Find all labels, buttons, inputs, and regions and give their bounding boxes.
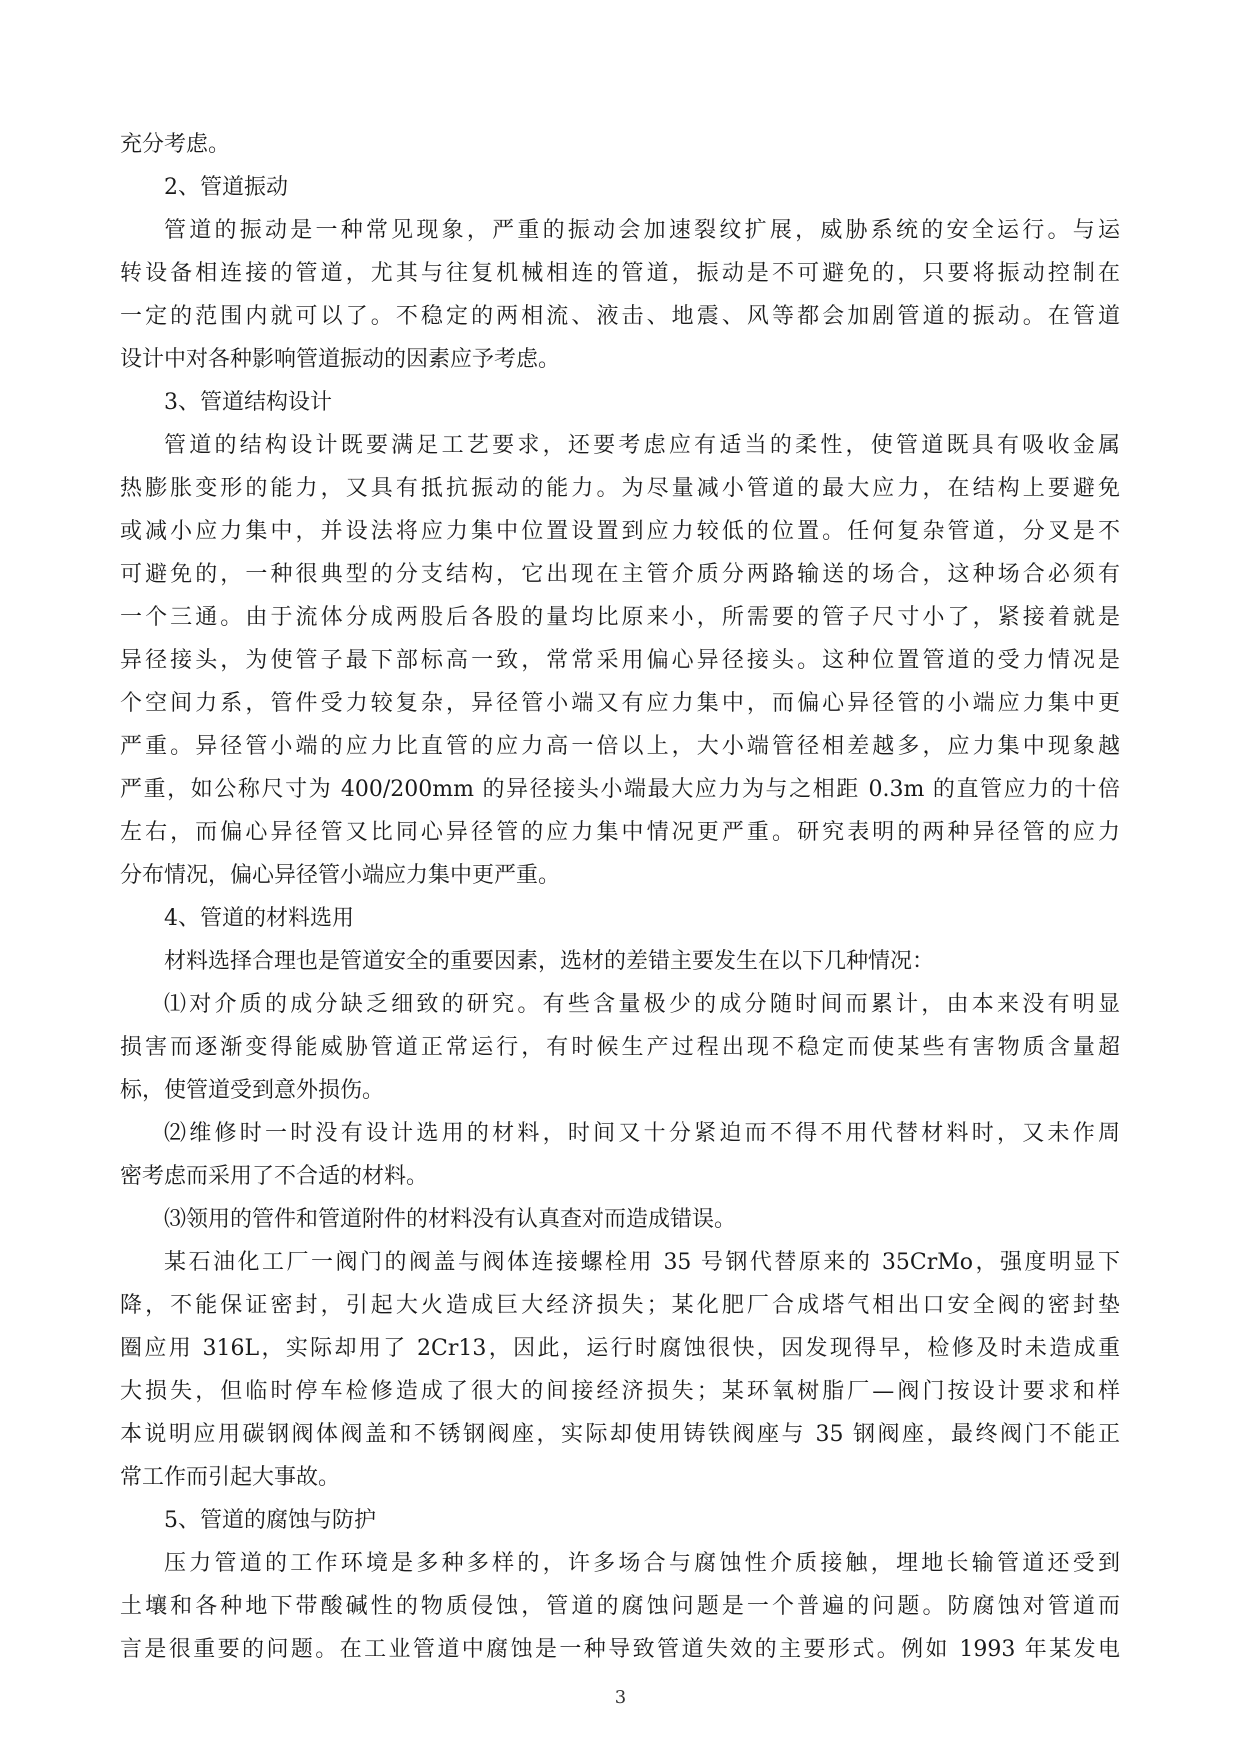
paragraph-line: 材料选择合理也是管道安全的重要因素，选材的差错主要发生在以下几种情况： <box>164 949 935 974</box>
paragraph-line: 一定的范围内就可以了。不稳定的两相流、液击、地震、风等都会加剧管道的振动。在管道 <box>120 304 1120 329</box>
paragraph-line: 个空间力系，管件受力较复杂，异径管小端又有应力集中，而偏心异径管的小端应力集中更 <box>120 691 1120 716</box>
paragraph-line: 异径接头，为使管子最下部标高一致，常常采用偏心异径接头。这种位置管道的受力情况是 <box>120 648 1120 673</box>
list-item-line: ⑵维修时一时没有设计选用的材料，时间又十分紧迫而不得不用代替材料时，又未作周 <box>164 1121 1120 1146</box>
document-body <box>120 123 1120 1671</box>
paragraph-line: 转设备相连接的管道，尤其与往复机械相连的管道，振动是不可避免的，只要将振动控制在 <box>120 261 1120 286</box>
list-item-end-line: 密考虑而采用了不合适的材料。 <box>120 1164 429 1189</box>
paragraph-line: 或减小应力集中，并设法将应力集中位置设置到应力较低的位置。任何复杂管道，分叉是不 <box>120 519 1120 544</box>
paragraph-line: 圈应用 316L，实际却用了 2Cr13，因此，运行时腐蚀很快，因发现得早，检修及时未造成重 <box>120 1336 1120 1361</box>
paragraph-line: 言是很重要的问题。在工业管道中腐蚀是一种导致管道失效的主要形式。例如 1993 年某发电 <box>120 1637 1120 1662</box>
list-item-end-line: 标，使管道受到意外损伤。 <box>120 1078 385 1103</box>
list-item-line: 损害而逐渐变得能威胁管道正常运行，有时候生产过程出现不稳定而使某些有害物质含量超 <box>120 1035 1120 1060</box>
paragraph-line: 压力管道的工作环境是多种多样的，许多场合与腐蚀性介质接触，埋地长输管道还受到 <box>164 1551 1120 1576</box>
paragraph-line: 可避免的，一种很典型的分支结构，它出现在主管介质分两路输送的场合，这种场合必须有 <box>120 562 1120 587</box>
paragraph-end-line: 常工作而引起大事故。 <box>120 1465 341 1490</box>
paragraph-line: 本说明应用碳钢阀体阀盖和不锈钢阀座，实际却使用铸铁阀座与 35 钢阀座，最终阀门不能正 <box>120 1422 1120 1447</box>
section-heading-structure: 3、管道结构设计 <box>164 390 332 415</box>
section-heading-materials: 4、管道的材料选用 <box>164 906 354 931</box>
paragraph-line: 大损失，但临时停车检修造成了很大的间接经济损失；某环氧树脂厂—阀门按设计要求和样 <box>120 1379 1120 1404</box>
section-heading-corrosion: 5、管道的腐蚀与防护 <box>164 1508 376 1533</box>
paragraph-line: 严重，如公称尺寸为 400/200mm 的异径接头小端最大应力为与之相距 0.3m 的直管应力的十倍 <box>120 777 1120 802</box>
page-number: 3 <box>614 1687 627 1708</box>
paragraph-line: 严重。异径管小端的应力比直管的应力高一倍以上，大小端管径相差越多，应力集中现象越 <box>120 734 1120 759</box>
paragraph-end-line: 设计中对各种影响管道振动的因素应予考虑。 <box>120 347 561 372</box>
paragraph-line: 热膨胀变形的能力，又具有抵抗振动的能力。为尽量减小管道的最大应力，在结构上要避免 <box>120 476 1120 501</box>
paragraph-line: 某石油化工厂一阀门的阀盖与阀体连接螺栓用 35 号钢代替原来的 35CrMo，强度明显下 <box>164 1250 1120 1275</box>
paragraph-line: 一个三通。由于流体分成两股后各股的量均比原来小，所需要的管子尺寸小了，紧接着就是 <box>120 605 1120 630</box>
list-item-line: ⑶领用的管件和管道附件的材料没有认真查对而造成错误。 <box>164 1207 737 1232</box>
list-item-line: ⑴对介质的成分缺乏细致的研究。有些含量极少的成分随时间而累计，由本来没有明显 <box>164 992 1120 1017</box>
paragraph-end-line: 分布情况，偏心异径管小端应力集中更严重。 <box>120 863 561 888</box>
paragraph-end-line: 充分考虑。 <box>120 132 231 157</box>
paragraph-line: 土壤和各种地下带酸碱性的物质侵蚀，管道的腐蚀问题是一个普遍的问题。防腐蚀对管道而 <box>120 1594 1120 1619</box>
paragraph-line: 左右，而偏心异径管又比同心异径管的应力集中情况更严重。研究表明的两种异径管的应力 <box>120 820 1120 845</box>
section-heading-vibration: 2、管道振动 <box>164 175 288 200</box>
paragraph-line: 管道的振动是一种常见现象，严重的振动会加速裂纹扩展，威胁系统的安全运行。与运 <box>164 218 1120 243</box>
paragraph-line: 降，不能保证密封，引起大火造成巨大经济损失；某化肥厂合成塔气相出口安全阀的密封垫 <box>120 1293 1120 1318</box>
paragraph-line: 管道的结构设计既要满足工艺要求，还要考虑应有适当的柔性，使管道既具有吸收金属 <box>164 433 1120 458</box>
